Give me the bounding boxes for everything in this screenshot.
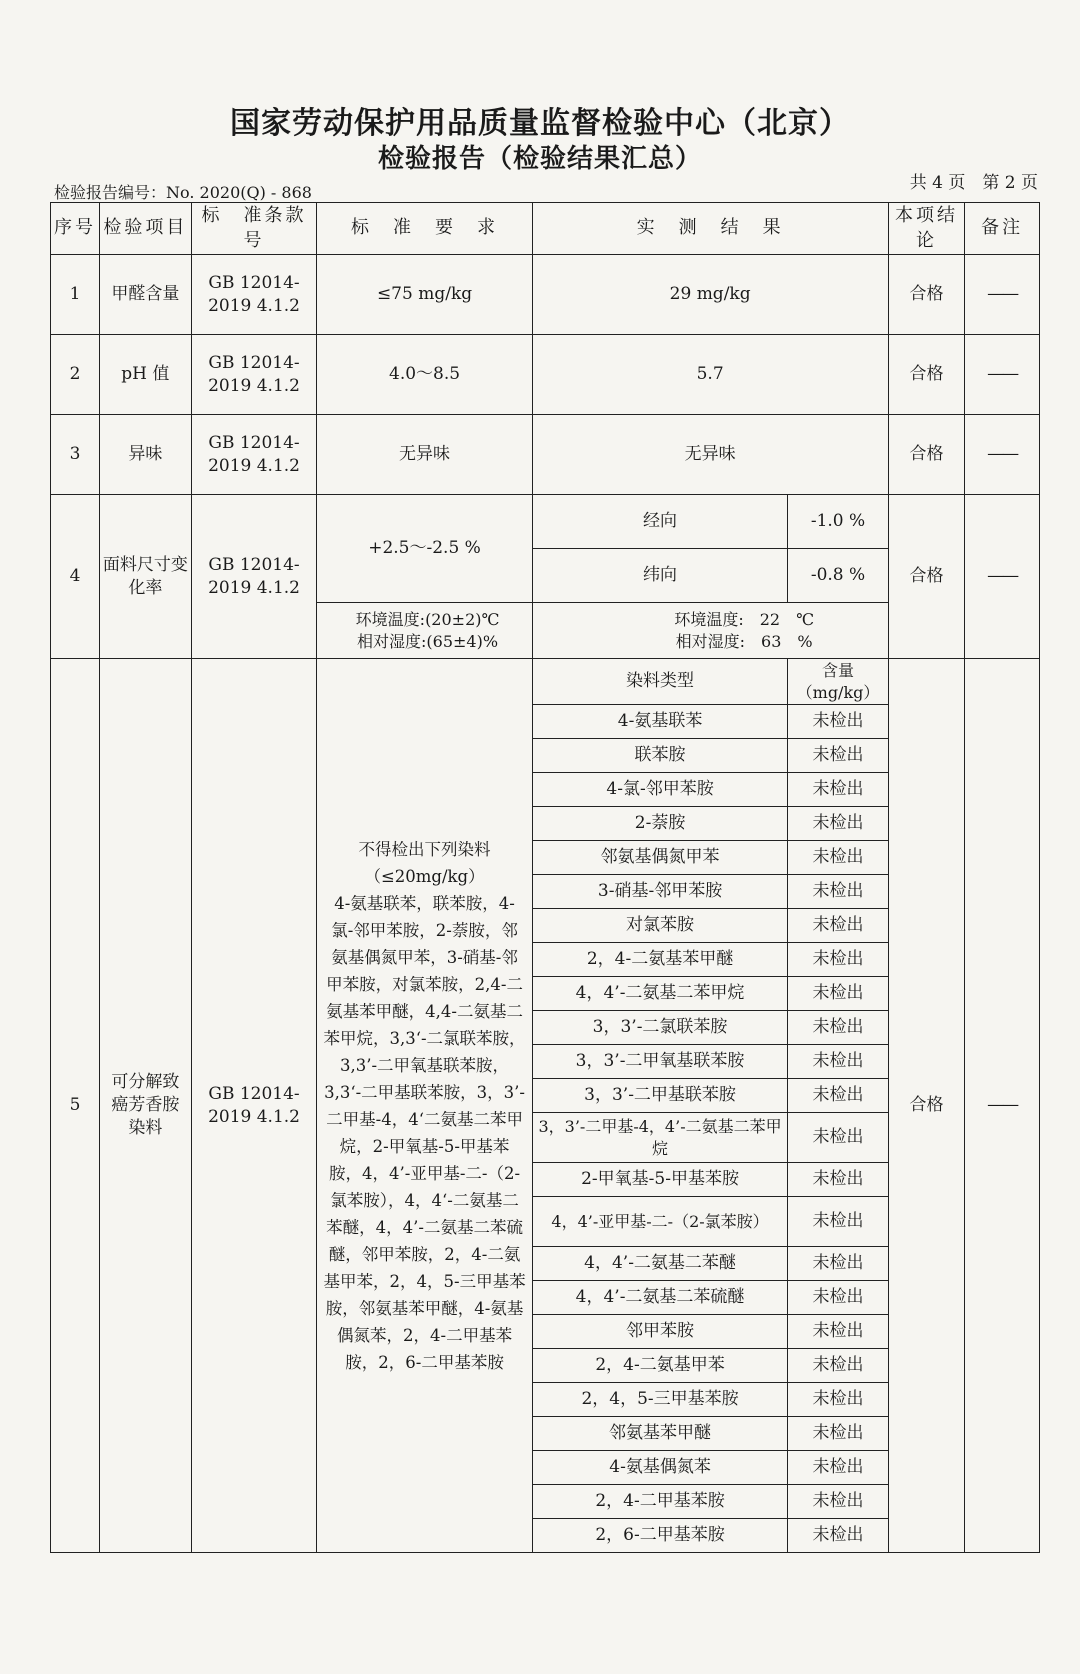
row-seq: 1 bbox=[51, 255, 100, 335]
weft-value: -0.8 % bbox=[788, 549, 888, 603]
col-clause: 标 准条款号 bbox=[191, 203, 317, 255]
dye-name: 4，4’-二氨基二苯硫醚 bbox=[532, 1281, 788, 1315]
dye-name: 2-甲氧基-5-甲基苯胺 bbox=[532, 1163, 788, 1197]
dye-value: 未检出 bbox=[788, 1383, 888, 1417]
row-conclusion: 合格 bbox=[888, 495, 965, 659]
row-remark: —— bbox=[965, 335, 1040, 415]
col-result: 实 测 结 果 bbox=[532, 203, 888, 255]
row-conclusion: 合格 bbox=[888, 659, 965, 1553]
header-row bbox=[51, 203, 1040, 255]
weft-label: 纬向 bbox=[532, 549, 788, 603]
dye-name: 2，4-二氨基甲苯 bbox=[532, 1349, 788, 1383]
row-seq: 3 bbox=[51, 415, 100, 495]
dye-name: 2，4，5-三甲基苯胺 bbox=[532, 1383, 788, 1417]
report-title: 国家劳动保护用品质量监督检验中心（北京） bbox=[230, 106, 850, 141]
dye-name: 2，4-二甲基苯胺 bbox=[532, 1485, 788, 1519]
dye-value: 未检出 bbox=[788, 1197, 888, 1247]
dye-value: 未检出 bbox=[788, 1485, 888, 1519]
results-table bbox=[50, 202, 1040, 1553]
dye-name: 4，4’-二氨基二苯甲烷 bbox=[532, 977, 788, 1011]
col-seq: 序号 bbox=[51, 203, 100, 255]
dye-name: 4，4’-亚甲基-二-（2-氯苯胺） bbox=[532, 1197, 788, 1247]
dye-value: 未检出 bbox=[788, 1349, 888, 1383]
dye-value: 未检出 bbox=[788, 875, 888, 909]
dye-name: 联苯胺 bbox=[532, 739, 788, 773]
dye-value: 未检出 bbox=[788, 1113, 888, 1163]
row-result: 29 mg/kg bbox=[532, 255, 888, 335]
col-item: 检验项目 bbox=[100, 203, 192, 255]
table-row bbox=[51, 255, 1040, 335]
env-temp-req: 环境温度:(20±2)℃ bbox=[355, 609, 500, 629]
dye-name: 2-萘胺 bbox=[532, 807, 788, 841]
dye-value: 未检出 bbox=[788, 1519, 888, 1553]
dye-value: 未检出 bbox=[788, 1451, 888, 1485]
dye-value: 未检出 bbox=[788, 1417, 888, 1451]
dye-name: 2，6-二甲基苯胺 bbox=[532, 1519, 788, 1553]
warp-label: 经向 bbox=[532, 495, 788, 549]
row-requirement: 4.0～8.5 bbox=[317, 335, 532, 415]
table-row bbox=[51, 335, 1040, 415]
row-seq: 2 bbox=[51, 335, 100, 415]
dye-value: 未检出 bbox=[788, 1315, 888, 1349]
row-remark: —— bbox=[965, 255, 1040, 335]
warp-value: -1.0 % bbox=[788, 495, 888, 549]
dye-value: 未检出 bbox=[788, 977, 888, 1011]
row-clause: GB 12014-2019 4.1.2 bbox=[191, 495, 317, 659]
col-conclusion: 本项结论 bbox=[888, 203, 965, 255]
dye-name: 3-硝基-邻甲苯胺 bbox=[532, 875, 788, 909]
row-result: 无异味 bbox=[532, 415, 888, 495]
dye-name: 3，3’-二氯联苯胺 bbox=[532, 1011, 788, 1045]
dye-name: 3，3’-二甲氧基联苯胺 bbox=[532, 1045, 788, 1079]
dye-name: 4-氨基联苯 bbox=[532, 705, 788, 739]
table-row bbox=[51, 415, 1040, 495]
row-requirement bbox=[317, 659, 532, 1553]
dye-value: 未检出 bbox=[788, 773, 888, 807]
col-requirement: 标 准 要 求 bbox=[317, 203, 532, 255]
env-result bbox=[532, 603, 888, 659]
page-info: 共 4 页 第 2 页 bbox=[909, 173, 1038, 193]
report-subtitle: 检验报告（检验结果汇总） bbox=[377, 144, 702, 174]
dye-requirement-head: 不得检出下列染料（≤20mg/kg） bbox=[358, 839, 491, 886]
dye-name: 邻氨基偶氮甲苯 bbox=[532, 841, 788, 875]
report-number: 检验报告编号：No. 2020(Q) - 868 bbox=[54, 183, 312, 202]
row-clause: GB 12014-2019 4.1.2 bbox=[191, 255, 317, 335]
row-requirement: 无异味 bbox=[317, 415, 532, 495]
dye-name: 对氯苯胺 bbox=[532, 909, 788, 943]
dye-requirement-list: 4-氨基联苯，联苯胺，4-氯-邻甲苯胺，2-萘胺，邻氨基偶氮甲苯，3-硝基-邻甲苯胺，对氯苯胺，2,4-二氨基苯甲醚，4,4-二氨基二苯甲烷，3,3‘-二氯联苯胺，3,3’-二甲氧基联苯胺，3,3‘-二甲基联苯胺，3，3’-二甲基-4，4‘二氨基二苯甲烷，2-甲氧基-5-甲基苯胺，4，4’-亚甲基-二-（2-氯苯胺），4，4‘-二氨基二苯醚，4，4’-二氨基二苯硫醚，邻甲苯胺，2，4-二氨基甲苯，2，4，5-三甲基苯胺，邻氨基苯甲醚，4-氨基偶氮苯，2，4-二甲基苯胺，2，6-二甲基苯胺 bbox=[323, 893, 526, 1372]
row-item: 异味 bbox=[100, 415, 192, 495]
row-conclusion: 合格 bbox=[888, 335, 965, 415]
table-row bbox=[51, 495, 1040, 549]
dye-value: 未检出 bbox=[788, 909, 888, 943]
row-clause: GB 12014-2019 4.1.2 bbox=[191, 335, 317, 415]
dye-name: 3，3’-二甲基-4，4’-二氨基二苯甲烷 bbox=[532, 1113, 788, 1163]
dye-value: 未检出 bbox=[788, 1079, 888, 1113]
dye-value: 未检出 bbox=[788, 841, 888, 875]
dye-value: 未检出 bbox=[788, 1011, 888, 1045]
dye-name: 2，4-二氨基苯甲醚 bbox=[532, 943, 788, 977]
dye-value: 未检出 bbox=[788, 705, 888, 739]
row-clause: GB 12014-2019 4.1.2 bbox=[191, 415, 317, 495]
dye-name: 3，3’-二甲基联苯胺 bbox=[532, 1079, 788, 1113]
dye-value: 未检出 bbox=[788, 1045, 888, 1079]
env-hum-res: 相对湿度: 63 % bbox=[675, 631, 813, 651]
dye-value: 未检出 bbox=[788, 1163, 888, 1197]
row-remark: —— bbox=[965, 659, 1040, 1553]
row-item: 面料尺寸变化率 bbox=[100, 495, 192, 659]
row-conclusion: 合格 bbox=[888, 255, 965, 335]
row-conclusion: 合格 bbox=[888, 415, 965, 495]
row-seq: 4 bbox=[51, 495, 100, 659]
table-row bbox=[51, 659, 1040, 705]
env-hum-req: 相对湿度:(65±4)% bbox=[357, 631, 499, 651]
dye-name: 邻氨基苯甲醚 bbox=[532, 1417, 788, 1451]
row-item: 甲醛含量 bbox=[100, 255, 192, 335]
row-item: 可分解致癌芳香胺染料 bbox=[100, 659, 192, 1553]
dye-value: 未检出 bbox=[788, 1281, 888, 1315]
dye-name: 4-氨基偶氮苯 bbox=[532, 1451, 788, 1485]
dye-value: 未检出 bbox=[788, 807, 888, 841]
row-seq: 5 bbox=[51, 659, 100, 1553]
row-result: 5.7 bbox=[532, 335, 888, 415]
dye-value: 未检出 bbox=[788, 739, 888, 773]
dye-value: 未检出 bbox=[788, 1247, 888, 1281]
dye-name: 4，4’-二氨基二苯醚 bbox=[532, 1247, 788, 1281]
dye-name: 4-氯-邻甲苯胺 bbox=[532, 773, 788, 807]
env-requirement bbox=[317, 603, 532, 659]
dye-type-header: 染料类型 bbox=[532, 659, 788, 705]
row-item: pH 值 bbox=[100, 335, 192, 415]
dye-value: 未检出 bbox=[788, 943, 888, 977]
row-requirement: +2.5～-2.5 % bbox=[317, 495, 532, 603]
dye-name: 邻甲苯胺 bbox=[532, 1315, 788, 1349]
row-remark: —— bbox=[965, 415, 1040, 495]
row-remark: —— bbox=[965, 495, 1040, 659]
col-remark: 备注 bbox=[965, 203, 1040, 255]
row-clause: GB 12014-2019 4.1.2 bbox=[191, 659, 317, 1553]
row-requirement: ≤75 mg/kg bbox=[317, 255, 532, 335]
env-temp-res: 环境温度: 22 ℃ bbox=[674, 609, 814, 629]
dye-content-header: 含量（mg/kg） bbox=[788, 659, 888, 705]
